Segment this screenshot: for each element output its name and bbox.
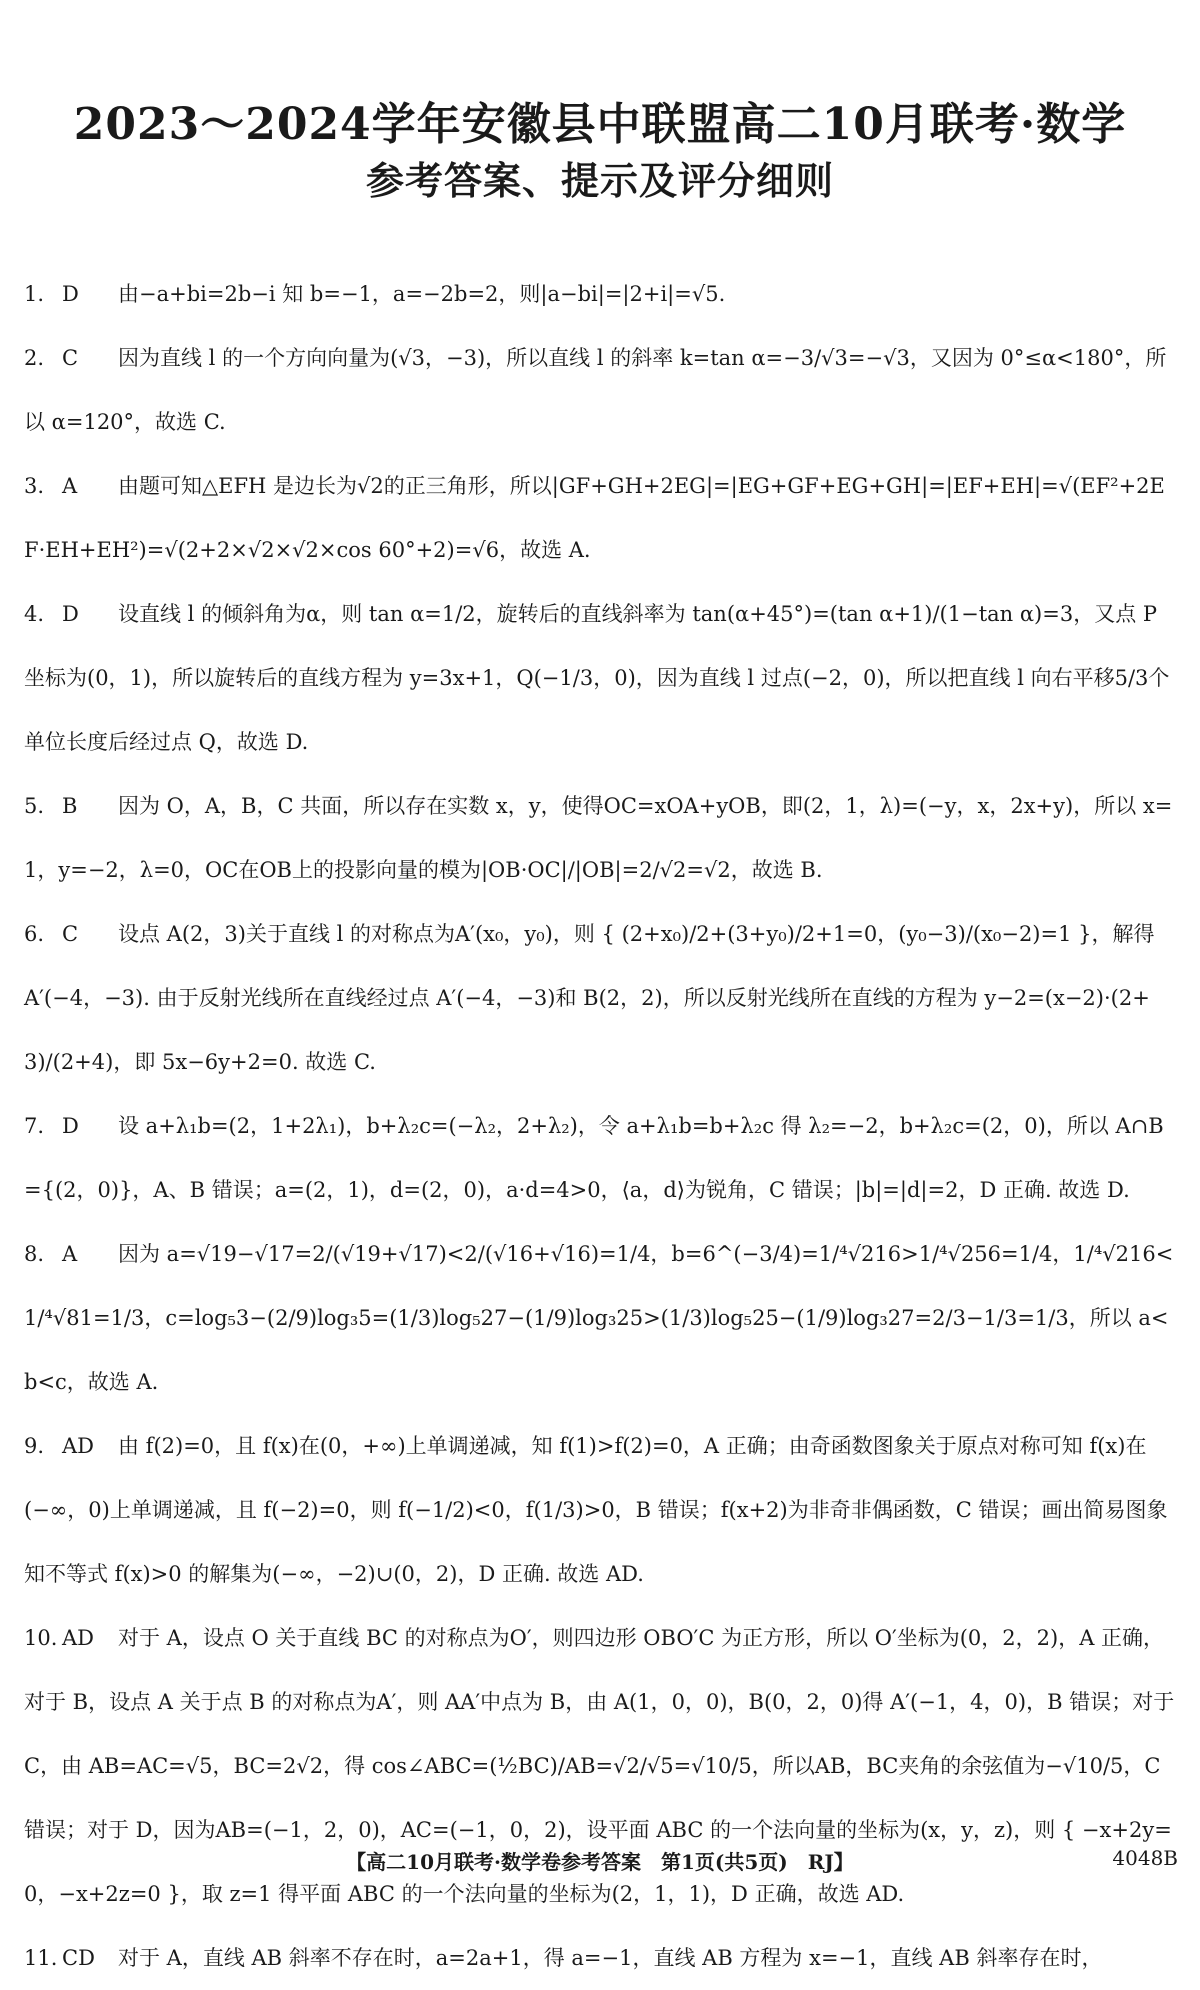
item-number: 6. <box>24 922 45 946</box>
answer-item-4 <box>24 582 1176 774</box>
item-answer: D <box>62 282 79 306</box>
item-explanation: 由题可知△EFH 是边长为√2的正三角形，所以|GF+GH+2EG|=|EG+GF+EG+GH|=|EF+EH|=√(EF²+2EF·EH+EH²)=√(2+2×√2×√2×cos 60°+2)=√6，故选 A. <box>24 474 1165 562</box>
item-explanation: 设 a+λ₁b=(2，1+2λ₁)，b+λ₂c=(−λ₂，2+λ₂)，令 a+λ₁b=b+λ₂c 得 λ₂=−2，b+λ₂c=(2，0)，所以 A∩B={(2，0)}，A、B 错误；a=(2，1)，d=(2，0)，a·d=4>0，⟨a，d⟩为锐角，C 错误；|b|=|d|=2，D 正确. 故选 D. <box>24 1114 1164 1202</box>
answer-item-9 <box>24 1414 1176 1606</box>
item-answer: AD <box>62 1626 95 1650</box>
item-number: 8. <box>24 1242 45 1266</box>
answer-item-10 <box>24 1606 1176 1926</box>
answer-item-6 <box>24 902 1176 1094</box>
item-answer: C <box>62 346 79 370</box>
item-explanation: 设直线 l 的倾斜角为α，则 tan α=1/2，旋转后的直线斜率为 tan(α+45°)=(tan α+1)/(1−tan α)=3，又点 P 坐标为(0，1)，所以旋转后的直线方程为 y=3x+1，Q(−1/3，0)，因为直线 l 过点(−2，0)，所以把直线 l 向右平移5/3个单位长度后经过点 Q，故选 D. <box>24 602 1170 754</box>
answer-item-2 <box>24 326 1176 454</box>
answer-item-8 <box>24 1222 1176 1414</box>
item-explanation: 对于 A，设点 O 关于直线 BC 的对称点为O′，则四边形 OBO′C 为正方形，所以 O′坐标为(0，2，2)，A 正确，对于 B，设点 A 关于点 B 的对称点为A′，则 AA′中点为 B，由 A(1，0，0)，B(0，2，0)得 A′(−1，4，0)，B 错误；对于 C，由 AB=AC=√5，BC=2√2，得 cos∠ABC=(½BC)/AB=√2/√5=√10/5，所以AB，BC夹角的余弦值为−√10/5，C 错误；对于 D，因为AB=(−1，2，0)，AC=(−1，0，2)，设平面 ABC 的一个法向量的坐标为(x，y，z)，则 { −x+2y=0，−x+2z=0 }，取 z=1 得平面 ABC 的一个法向量的坐标为(2，1，1)，D 正确，故选 AD. <box>24 1626 1175 1906</box>
item-number: 1. <box>24 282 45 306</box>
document-title: 2023～2024学年安徽县中联盟高二10月联考·数学 <box>73 99 1127 150</box>
item-explanation: 对于 A，直线 AB 斜率不存在时，a=2a+1，得 a=−1，直线 AB 方程为 x=−1，直线 AB 斜率存在时， <box>118 1946 1103 1970</box>
document-subtitle: 参考答案、提示及评分细则 <box>365 158 834 203</box>
item-number: 9. <box>24 1434 45 1458</box>
item-answer: A <box>62 474 78 498</box>
item-number: 3. <box>24 474 45 498</box>
answer-item-3 <box>24 454 1176 582</box>
item-explanation: 设点 A(2，3)关于直线 l 的对称点为A′(x₀，y₀)，则 { (2+x₀)/2+(3+y₀)/2+1=0，(y₀−3)/(x₀−2)=1 }，解得 A′(−4，−3). 由于反射光线所在直线经过点 A′(−4，−3)和 B(2，2)，所以反射光线所在直线的方程为 y−2=(x−2)·(2+3)/(2+4)，即 5x−6y+2=0. 故选 C. <box>24 922 1155 1074</box>
item-number: 5. <box>24 794 45 818</box>
item-answer: C <box>62 922 79 946</box>
answer-item-5 <box>24 774 1176 902</box>
answer-list <box>24 262 1176 1990</box>
item-explanation: 由−a+bi=2b−i 知 b=−1，a=−2b=2，则|a−bi|=|2+i|=√5. <box>118 282 726 306</box>
footer-code: 4048B <box>1112 1846 1178 1870</box>
item-number: 4. <box>24 602 45 626</box>
item-number: 7. <box>24 1114 45 1138</box>
item-number: 11. <box>24 1946 58 1970</box>
item-explanation: 因为 a=√19−√17=2/(√19+√17)<2/(√16+√16)=1/4，b=6^(−3/4)=1/⁴√216>1/⁴√256=1/4，1/⁴√216<1/⁴√81=1/3，c=log₅3−(2/9)log₃5=(1/3)log₅27−(1/9)log₃25>(1/3)log₅25−(1/9)log₃27=2/3−1/3=1/3，所以 a<b<c，故选 A. <box>24 1242 1174 1394</box>
item-explanation: 因为 O，A，B，C 共面，所以存在实数 x，y，使得OC=xOA+yOB，即(2，1，λ)=(−y，x，2x+y)，所以 x=1，y=−2，λ=0，OC在OB上的投影向量的模为|OB·OC|/|OB|=2/√2=√2，故选 B. <box>24 794 1173 882</box>
answer-item-1 <box>24 262 1176 326</box>
item-explanation: 由 f(2)=0，且 f(x)在(0，+∞)上单调递减，知 f(1)>f(2)=0，A 正确；由奇函数图象关于原点对称可知 f(x)在(−∞，0)上单调递减，且 f(−2)=0，则 f(−1/2)<0，f(1/3)>0，B 错误；f(x+2)为非奇非偶函数，C 错误；画出简易图象知不等式 f(x)>0 的解集为(−∞，−2)∪(0，2)，D 正确. 故选 AD. <box>24 1434 1168 1586</box>
item-answer: D <box>62 602 79 626</box>
item-answer: AD <box>62 1434 95 1458</box>
item-explanation: 因为直线 l 的一个方向向量为(√3，−3)，所以直线 l 的斜率 k=tan α=−3/√3=−√3，又因为 0°≤α<180°，所以 α=120°，故选 C. <box>24 346 1167 434</box>
item-answer: CD <box>62 1946 95 1970</box>
item-number: 10. <box>24 1626 58 1650</box>
footer-text: 【高二10月联考·数学卷参考答案 第1页(共5页) RJ】 <box>346 1850 854 1874</box>
item-number: 2. <box>24 346 45 370</box>
answer-item-7 <box>24 1094 1176 1222</box>
answer-item-11 <box>24 1926 1176 1990</box>
item-answer: A <box>62 1242 78 1266</box>
item-answer: B <box>62 794 78 818</box>
item-answer: D <box>62 1114 79 1138</box>
